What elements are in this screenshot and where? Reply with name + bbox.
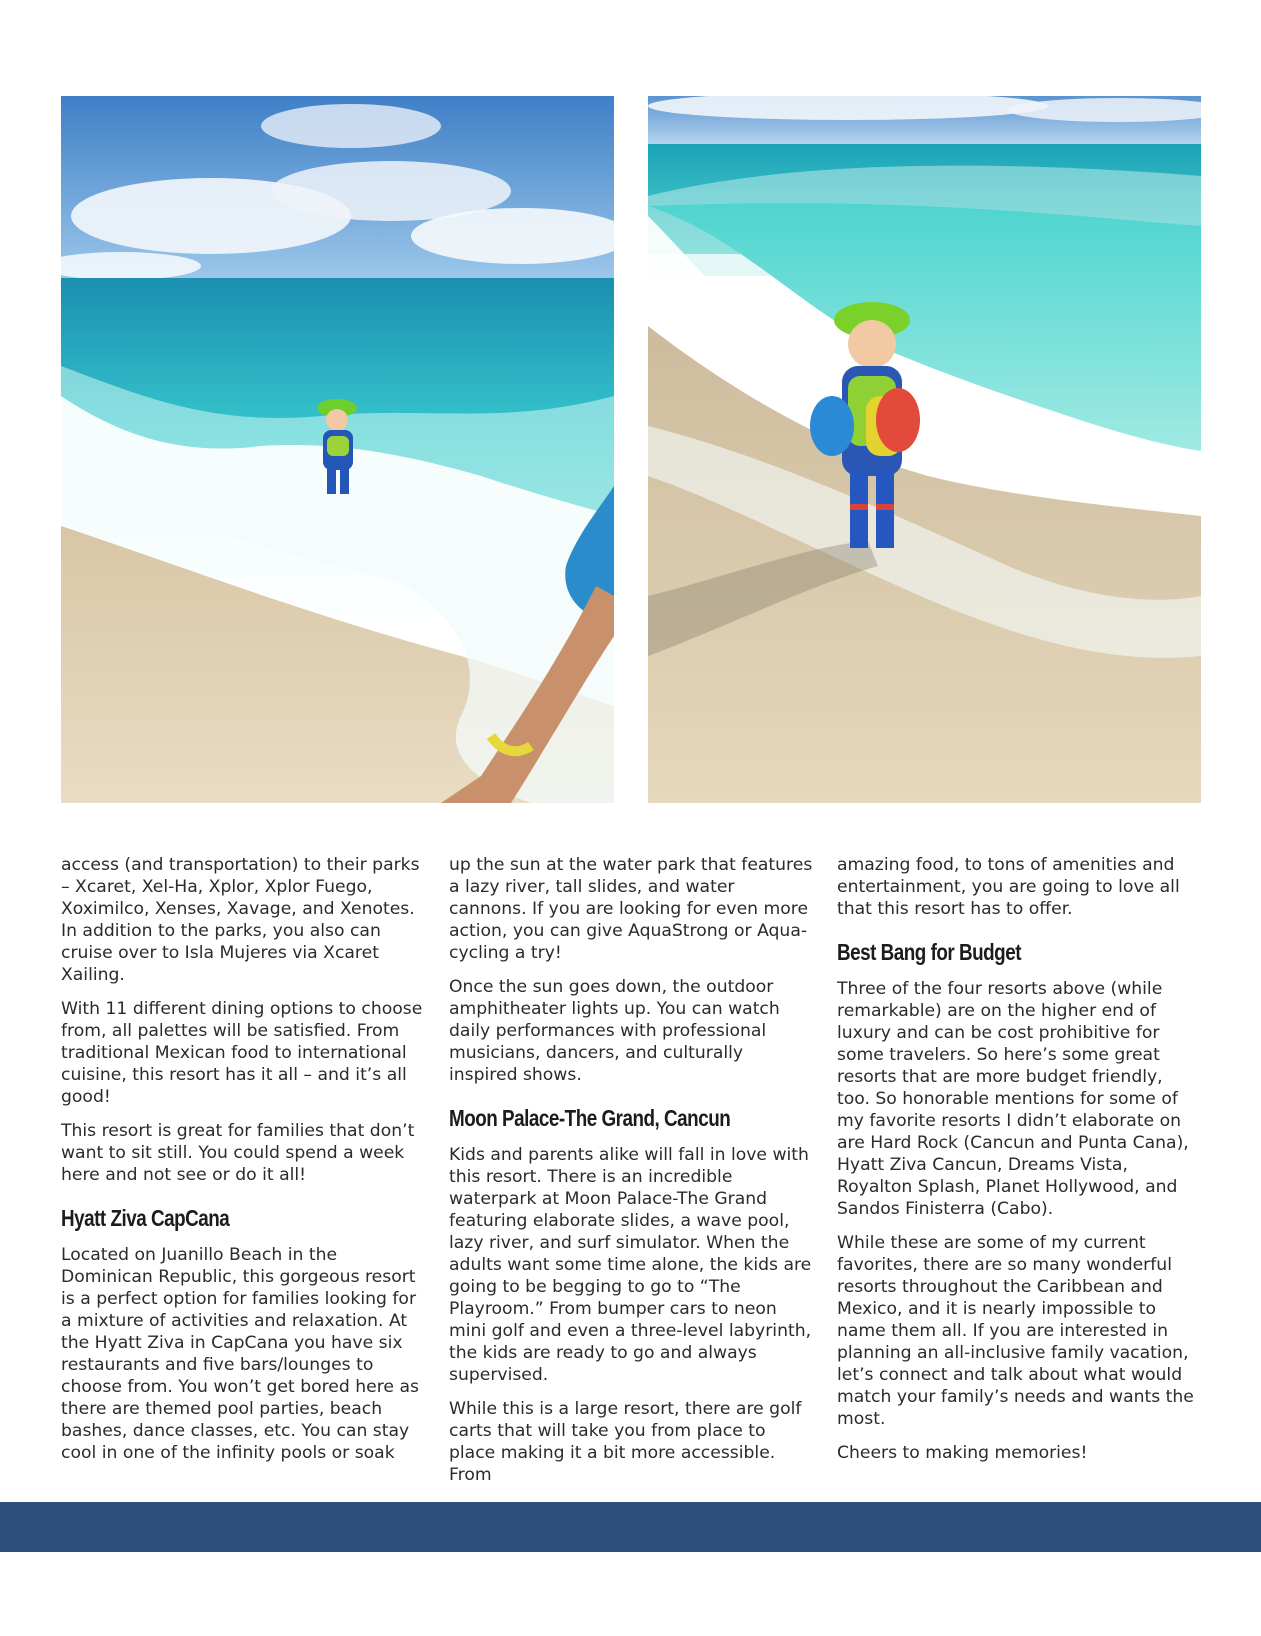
paragraph: up the sun at the water park that features a lazy river, tall slides, and water cannons. If you are looking for even more action, you can give AquaStrong or Aqua-cycling a try! bbox=[449, 855, 813, 963]
paragraph: Located on Juanillo Beach in the Dominican Republic, this gorgeous resort is a perfect option for families looking for a mixture of activities and relaxation. At the Hyatt Ziva in CapCana you have six restaurants and five bars/lounges to choose from. You won’t get bored here as there are themed pool parties, beach bashes, dance classes, etc. You can stay cool in one of the infinity pools or soak bbox=[61, 1245, 419, 1463]
paragraph: Once the sun goes down, the outdoor amphitheater lights up. You can watch daily performances with professional musicians, dancers, and culturally inspired shows. bbox=[449, 977, 780, 1085]
beach-wave-toddler-image bbox=[61, 96, 614, 803]
paragraph: Cheers to making memories! bbox=[837, 1443, 1088, 1463]
section-heading-moon-palace: Moon Palace-The Grand, Cancun bbox=[449, 1105, 731, 1131]
article-column-3 bbox=[837, 854, 1201, 1476]
section-heading-hyatt-ziva: Hyatt Ziva CapCana bbox=[61, 1205, 230, 1231]
toddler-wave-image bbox=[648, 96, 1201, 803]
paragraph: With 11 different dining options to choose from, all palettes will be satisfied. From traditional Mexican food to international cuisine, this resort has it all – and it’s all good! bbox=[61, 999, 423, 1107]
article-column-2 bbox=[449, 854, 813, 1498]
paragraph: While this is a large resort, there are golf carts that will take you from place to place making it a bit more accessible. From bbox=[449, 1399, 802, 1485]
paragraph: Three of the four resorts above (while remarkable) are on the higher end of luxury and can be cost prohibitive for some travelers. So here’s some great resorts that are more budget friendly, too. So honorable mentions for some of my favorite resorts I didn’t elaborate on are Hard Rock (Cancun and Punta Cana), Hyatt Ziva Cancun, Dreams Vista, Royalton Splash, Planet Hollywood, and Sandos Finisterra (Cabo). bbox=[837, 979, 1189, 1219]
paragraph: This resort is great for families that don’t want to sit still. You could spend a week here and not see or do it all! bbox=[61, 1121, 415, 1185]
beach-photo-right bbox=[648, 96, 1201, 803]
paragraph: Kids and parents alike will fall in love with this resort. There is an incredible waterpark at Moon Palace-The Grand featuring elaborate slides, a wave pool, lazy river, and surf simulator. When the adults want some time alone, the kids are going to be begging to go to “The Playroom.” From bumper cars to neon mini golf and even a three-level labyrinth, the kids are ready to go and always supervised. bbox=[449, 1145, 812, 1385]
section-heading-best-bang: Best Bang for Budget bbox=[837, 939, 1022, 965]
paragraph: amazing food, to tons of amenities and entertainment, you are going to love all that this resort has to offer. bbox=[837, 855, 1180, 919]
footer-bar bbox=[0, 1502, 1261, 1552]
article-column-1 bbox=[61, 854, 425, 1476]
paragraph: While these are some of my current favorites, there are so many wonderful resorts throughout the Caribbean and Mexico, and it is nearly impossible to name them all. If you are interested in planning an all-inclusive family vacation, let’s connect and talk about what would match your family’s needs and wants the most. bbox=[837, 1233, 1194, 1429]
paragraph: access (and transportation) to their parks – Xcaret, Xel-Ha, Xplor, Xplor Fuego, Xoximilco, Xenses, Xavage, and Xenotes. In addition to the parks, you also can cruise over to Isla Mujeres via Xcaret Xailing. bbox=[61, 855, 420, 985]
beach-photo-left bbox=[61, 96, 614, 803]
